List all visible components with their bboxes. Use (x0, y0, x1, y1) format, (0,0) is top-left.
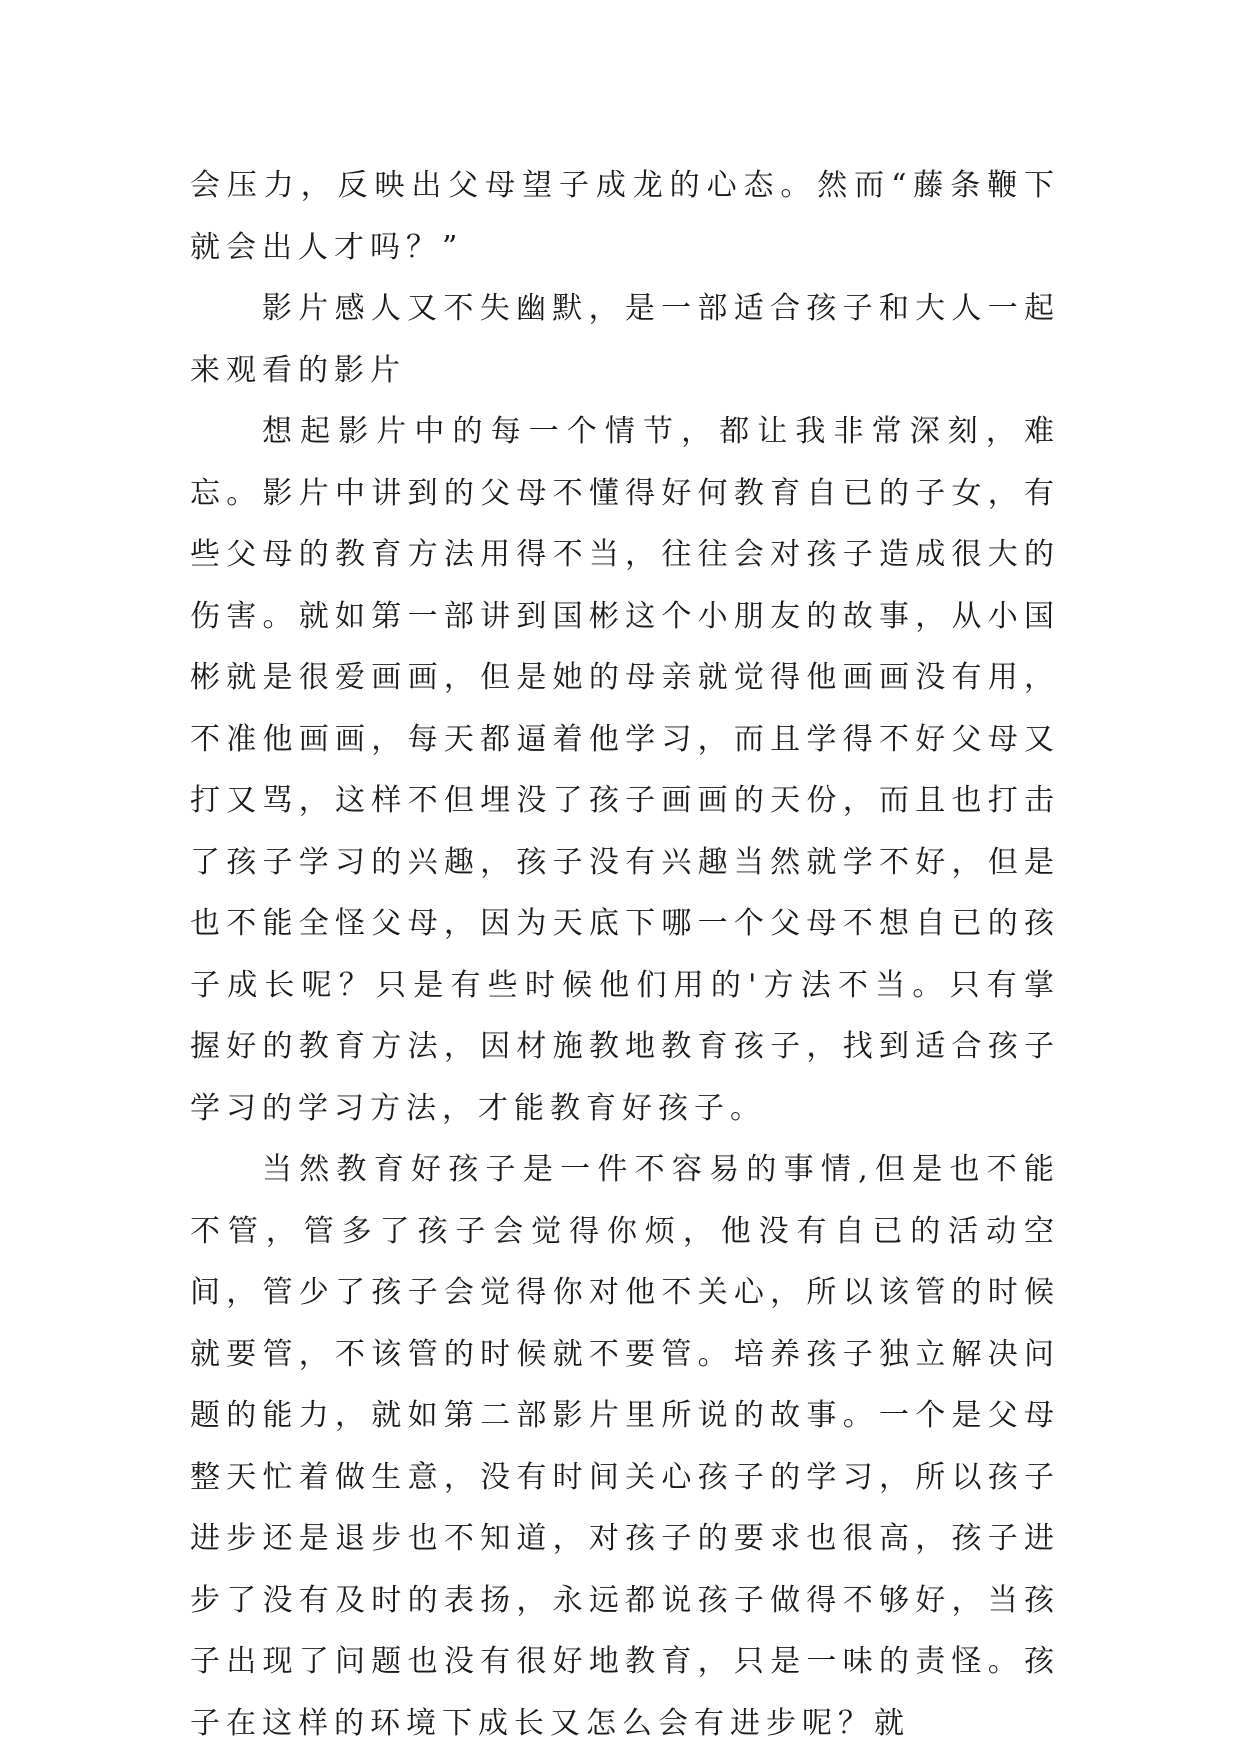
paragraph: 当然教育好孩子是一件不容易的事情,但是也不能不管，管多了孩子会觉得你烦，他没有自已的活动空间，管少了孩子会觉得你对他不关心，所以该管的时候就要管，不该管的时候就不要管。培养孩子独立解决问题的能力，就如第二部影片里所说的故事。一个是父母整天忙着做生意，没有时间关心孩子的学习，所以孩子进步还是退步也不知道，对孩子的要求也很高，孩子进步了没有及时的表扬，永远都说孩子做得不够好，当孩子出现了问题也没有很好地教育，只是一味的责怪。孩子在这样的环境下成长又怎么会有进步呢？就 (190, 1152, 1060, 1741)
paragraph: 想起影片中的每一个情节，都让我非常深刻，难忘。影片中讲到的父母不懂得好何教育自已的子女，有些父母的教育方法用得不当，往往会对孩子造成很大的伤害。就如第一部讲到国彬这个小朋友的故事，从小国彬就是很爱画画，但是她的母亲就觉得他画画没有用，不准他画画，每天都逼着他学习，而且学得不好父母又打又骂，这样不但埋没了孩子画画的天份，而且也打击了孩子学习的兴趣，孩子没有兴趣当然就学不好，但是也不能全怪父母，因为天底下哪一个父母不想自已的孩子成长呢？只是有些时候他们用的'方法不当。只有掌握好的教育方法，因材施教地教育孩子，找到适合孩子学习的学习方法，才能教育好孩子。 (190, 414, 1060, 1126)
body-text (190, 155, 1060, 1754)
paragraph: 影片感人又不失幽默，是一部适合孩子和大人一起来观看的影片 (190, 291, 1060, 388)
paragraph-continued: 会压力，反映出父母望子成龙的心态。然而“藤条鞭下就会出人才吗？” (190, 168, 1060, 265)
